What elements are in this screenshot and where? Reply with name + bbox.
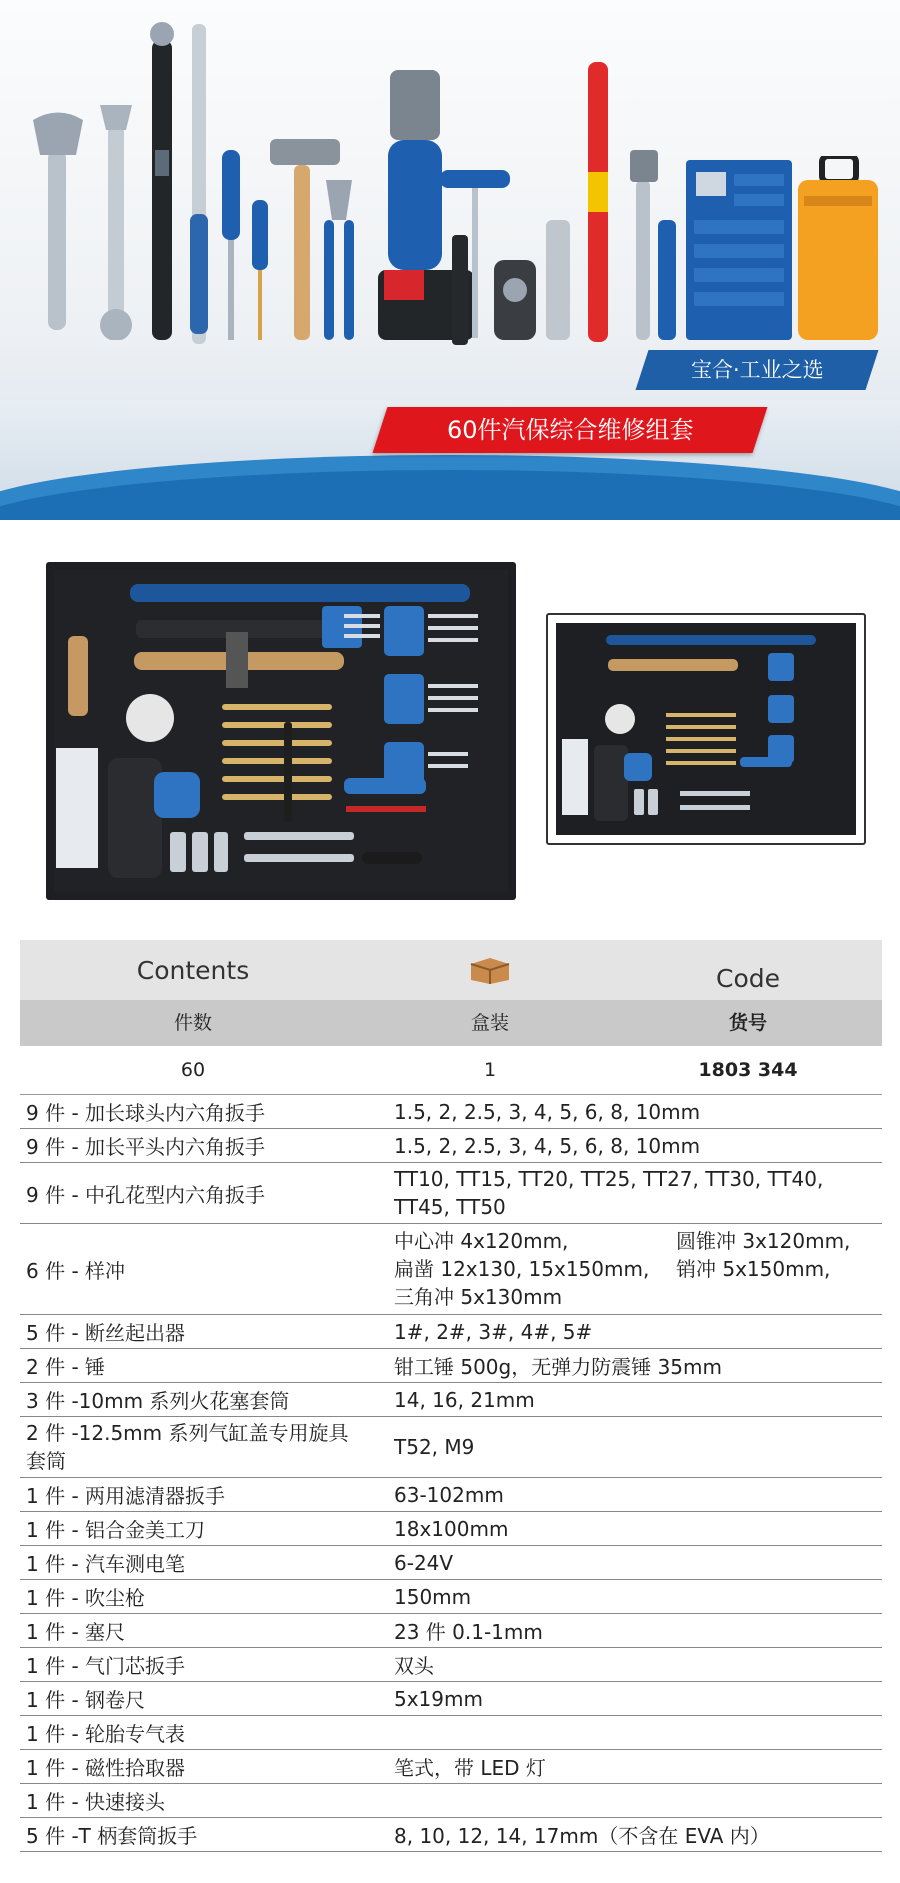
row-item: 1 件 - 轮胎专气表 — [26, 1722, 186, 1746]
row-spec: T52, M9 — [394, 1435, 475, 1459]
row-spec: 14, 16, 21mm — [394, 1387, 535, 1412]
box-icon — [467, 954, 513, 984]
table-row — [20, 1750, 882, 1784]
row-spec: 1#, 2#, 3#, 4#, 5# — [394, 1319, 593, 1344]
slogan-badge — [636, 350, 879, 390]
row-item: 5 件 - 断丝起出器 — [26, 1321, 186, 1345]
row-item: 1 件 - 铝合金美工刀 — [26, 1518, 206, 1542]
row-spec — [394, 1224, 882, 1314]
row-item: 9 件 - 加长平头内六角扳手 — [26, 1135, 266, 1159]
row-spec: 双头 — [394, 1654, 434, 1678]
product-title-bar — [373, 407, 768, 453]
table-row — [20, 1784, 882, 1818]
socket-adapter-icon — [490, 260, 540, 340]
tray-tools-illustration-small — [556, 623, 852, 831]
table-row — [20, 1682, 882, 1716]
table-row — [20, 1349, 882, 1383]
spec-part: 扁凿 12x130, 15x150mm, — [394, 1257, 650, 1281]
row-spec: 笔式，带 LED 灯 — [394, 1756, 546, 1780]
row-item: 5 件 -T 柄套筒扳手 — [26, 1824, 198, 1848]
slogan-text: 宝合·工业之选 — [690, 358, 824, 382]
punch-spec-grid — [394, 1227, 882, 1311]
box-value: 1 — [483, 1059, 497, 1081]
table-row — [20, 1315, 882, 1349]
box-label: 盒装 — [470, 1012, 509, 1034]
row-item: 1 件 - 磁性拾取器 — [26, 1756, 186, 1780]
row-item: 2 件 - 锤 — [26, 1355, 106, 1379]
row-item-line: 2 件 -12.5mm 系列气缸盖专用旋具 — [26, 1421, 349, 1445]
row-spec: 23 件 0.1-1mm — [394, 1620, 543, 1644]
table-row — [20, 1224, 882, 1315]
qty-value: 60 — [180, 1059, 206, 1081]
tray-tools-illustration — [46, 562, 516, 900]
screwdriver-icon — [214, 150, 248, 340]
row-item: 9 件 - 中孔花型内六角扳手 — [26, 1182, 266, 1207]
product-photos — [0, 520, 900, 940]
spec-part: 圆锥冲 3x120mm, — [676, 1229, 851, 1253]
row-item: 3 件 -10mm 系列火花塞套筒 — [26, 1389, 290, 1413]
hero-banner — [0, 0, 900, 520]
click-wrench-icon — [184, 14, 214, 344]
eva-tray-photo — [46, 562, 516, 900]
insulated-wrench-icon — [578, 52, 618, 342]
combination-wrench-icon — [96, 100, 136, 340]
pliers-icon — [316, 180, 362, 340]
spec-part: 销冲 5x150mm, — [676, 1257, 831, 1281]
table-row — [20, 1818, 882, 1852]
code-label: Code — [715, 964, 780, 993]
eva-tray-photo-small — [546, 613, 866, 845]
row-item: 1 件 - 塞尺 — [26, 1620, 126, 1644]
code-value: 1803 344 — [698, 1059, 798, 1081]
row-item: 9 件 - 加长球头内六角扳手 — [26, 1101, 266, 1125]
spec-part: 三角冲 5x130mm — [394, 1285, 563, 1309]
row-spec: 1.5, 2, 2.5, 3, 4, 5, 6, 8, 10mm — [394, 1099, 701, 1124]
row-spec: 18x100mm — [394, 1516, 509, 1541]
socket-icon — [540, 220, 576, 340]
table-row — [20, 1614, 882, 1648]
table-row — [20, 1383, 882, 1417]
row-spec: 63-102mm — [394, 1482, 504, 1507]
table-row — [20, 1512, 882, 1546]
row-spec-line: TT45, TT50 — [394, 1195, 506, 1219]
table-row — [20, 1417, 882, 1478]
summary-row — [20, 1046, 882, 1095]
row-item: 1 件 - 汽车测电笔 — [26, 1552, 186, 1576]
header-row-titles — [20, 940, 882, 1000]
row-spec: 5x19mm — [394, 1686, 483, 1711]
row-spec: 8, 10, 12, 14, 17mm（不含在 EVA 内） — [394, 1824, 770, 1848]
table-row — [20, 1546, 882, 1580]
product-title: 60件汽保综合维修组套 — [446, 416, 694, 444]
row-item: 1 件 - 钢卷尺 — [26, 1688, 146, 1712]
row-item: 1 件 - 吹尘枪 — [26, 1586, 146, 1610]
row-item: 1 件 - 两用滤清器扳手 — [26, 1484, 226, 1508]
row-spec: 150mm — [394, 1584, 472, 1609]
table-row — [20, 1129, 882, 1163]
row-spec: 6-24V — [394, 1550, 454, 1575]
tool-case-icon — [798, 156, 878, 346]
utility-knife-icon — [654, 220, 680, 340]
code-col-label: 货号 — [728, 1012, 767, 1034]
contents-label: Contents — [136, 956, 250, 985]
table-row — [20, 1648, 882, 1682]
row-spec-line: TT10, TT15, TT20, TT25, TT27, TT30, TT40, — [394, 1167, 824, 1191]
qty-label: 件数 — [173, 1012, 212, 1034]
row-item-line: 套筒 — [26, 1449, 66, 1473]
extension-bar-icon — [448, 235, 472, 345]
row-spec: 钳工锤 500g，无弹力防震锤 35mm — [394, 1355, 722, 1379]
table-row — [20, 1095, 882, 1129]
table-row — [20, 1478, 882, 1512]
contents-table-header — [20, 940, 882, 1095]
table-row — [20, 1580, 882, 1614]
row-item — [20, 1417, 394, 1477]
row-item: 6 件 - 样冲 — [26, 1258, 126, 1283]
row-spec — [394, 1716, 882, 1749]
tool-cabinet-icon — [686, 160, 792, 340]
row-item: 1 件 - 快速接头 — [26, 1790, 166, 1814]
row-spec — [394, 1163, 882, 1223]
adjustable-wrench-icon — [28, 110, 88, 340]
row-item: 1 件 - 气门芯扳手 — [26, 1654, 186, 1678]
table-row — [20, 1716, 882, 1750]
box-icon-cell — [366, 940, 614, 1000]
torque-wrench-icon — [144, 20, 180, 340]
row-spec — [394, 1784, 882, 1817]
header-row-sub — [20, 1000, 882, 1046]
row-spec: 1.5, 2, 2.5, 3, 4, 5, 6, 8, 10mm — [394, 1133, 701, 1158]
spec-part: 中心冲 4x120mm, — [394, 1229, 569, 1253]
spec-table — [20, 1095, 882, 1852]
table-row — [20, 1163, 882, 1224]
